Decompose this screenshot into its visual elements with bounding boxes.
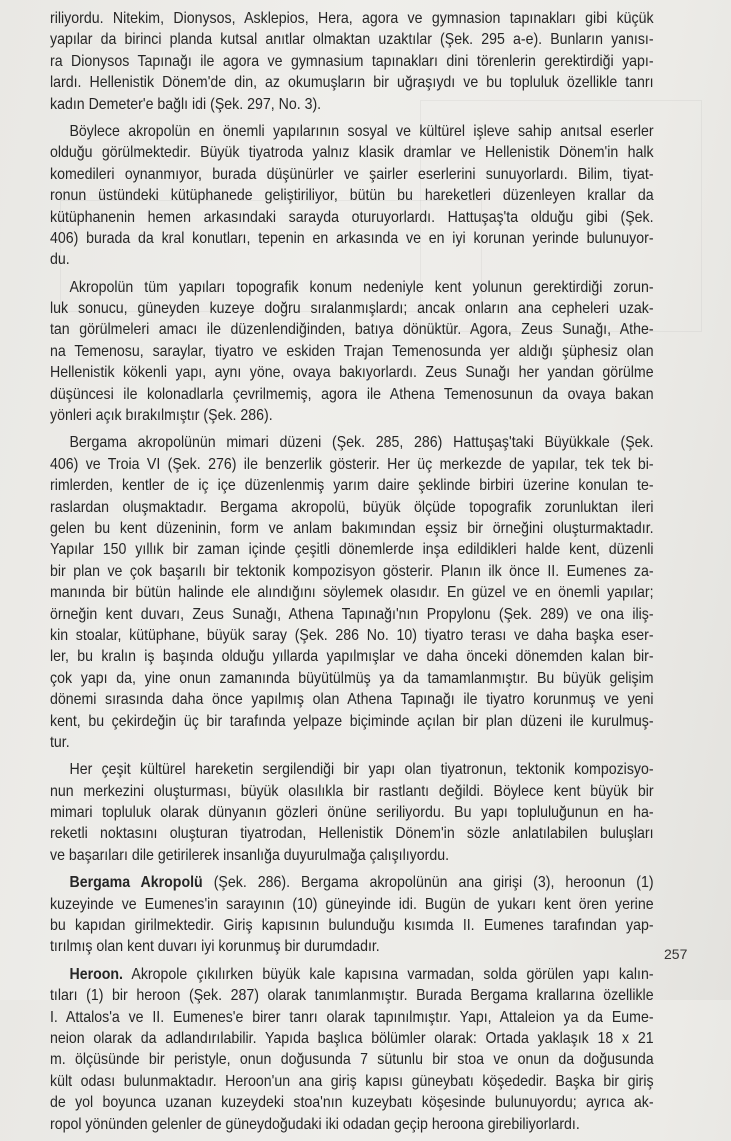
line-text: rimlerden, kentler de iç içe düzenlenmiş yarım daire şeklinde birbiri üzerine konulan te-	[50, 477, 654, 495]
line-text: ve başarıları dile getirilerek insanlığa duyurulmağa çalışılıyordu.	[50, 846, 450, 864]
paragraph	[50, 277, 654, 427]
text-line	[50, 759, 654, 780]
text-line	[50, 362, 654, 383]
text-line	[50, 298, 654, 319]
section-heading: Bergama Akropolü	[69, 874, 203, 892]
text-line	[50, 432, 654, 453]
line-text: Her çeşit kültürel hareketin sergilendiği bir yapı olan tiyatronun, tektonik kompozisyo-	[69, 761, 654, 779]
text-line	[50, 405, 654, 426]
line-text: Bergama akropolünün mimari düzeni (Şek. 285, 286) Hattuşaş'taki Büyükkale (Şek.	[69, 434, 654, 452]
text-line	[50, 341, 654, 362]
line-text: kadın Demeter'e bağlı idi (Şek. 297, No. 3).	[50, 95, 322, 113]
body-text	[50, 8, 654, 1141]
text-line	[50, 985, 654, 1006]
paragraph	[50, 432, 654, 753]
line-text: tıları (1) bir heroon (Şek. 287) olarak tanımlanmıştır. Burada Bergama krallarına özellikle	[50, 987, 654, 1005]
text-line	[50, 604, 654, 625]
line-text: ler, bu kralın iş başında olduğu yıllarda yapılmışlar ve daha önceki dönemden kalan bir-	[50, 648, 654, 666]
line-text: kin stoalar, kütüphane, büyük saray (Şek. 286 No. 10) tiyatro terası ve daha başka eser-	[50, 626, 654, 644]
line-text: çok yapı da, yine onun zamanında büyütülmüş ya da tamamlanmıştır. Bu büyük gelişim	[50, 669, 654, 687]
paragraph	[50, 8, 654, 115]
text-line	[50, 781, 654, 802]
text-line	[50, 964, 654, 985]
text-line	[50, 845, 654, 866]
line-text: ropol yönünden gelenler de güneydoğudaki iki odadan geçip heroona girebiliyorlardı.	[50, 1115, 580, 1133]
line-text: olduğu görülmektedir. Büyük tiyatroda yalnız klasik dramlar ve Hellenistik Dönem'in halk	[50, 144, 654, 162]
text-line	[50, 72, 654, 93]
line-text: örneğin kent duvarı, Zeus Sunağı, Athena Tapınağı'nın Propylonu (Şek. 289) ve ona iliş-	[50, 605, 654, 623]
line-text: bu kapıdan girilmektedir. Giriş kapısının bulunduğu kısımda II. Eumenes tarafından yap-	[50, 917, 654, 935]
text-line	[50, 1092, 654, 1113]
text-line	[50, 689, 654, 710]
line-text: Akropolün tüm yapıları topografik konum nedeniyle kent yolunun gerektirdiği zorun-	[69, 278, 654, 296]
text-line	[50, 1028, 654, 1049]
line-text: luk sonucu, güneyden kuzeye doğru sıralanmışlardı; ancak onların ana cepheleri uzak-	[50, 300, 654, 318]
line-text: nun merkezini oluşturması, büyük olasılıkla bir rastlantı değildi. Böylece kent büyük bir	[50, 782, 654, 800]
paragraph	[50, 759, 654, 866]
line-text: Yapılar 150 yıllık bir zaman içinde çeşitli dönemlerde inşa edildikleri halde kent, düzenli	[50, 541, 654, 559]
line-text: riliyordu. Nitekim, Dionysos, Asklepios, Hera, agora ve gymnasion tapınakları gibi küçük	[50, 10, 654, 27]
line-text: lardı. Hellenistik Dönem'de din, az okumuşların bir uğraşıydı ve bu topluluk özellikle tanrı	[50, 74, 654, 92]
text-line	[50, 8, 654, 29]
text-line	[50, 1049, 654, 1070]
paragraph	[50, 872, 654, 958]
text-line	[50, 894, 654, 915]
section-heading: Heroon.	[69, 965, 123, 983]
paragraph	[50, 121, 654, 271]
line-text: kült odası bulunmaktadır. Heroon'un ana giriş kapısı güneybatı köşededir. Başka bir giriş	[50, 1072, 654, 1090]
line-text: Akropole çıkılırken büyük kale kapısına varmadan, solda görülen yapı kalın-	[122, 965, 654, 983]
text-line	[50, 646, 654, 667]
line-text: de yol boyunca uzanan kuzeydeki stoa'nın kuzeybatı köşesinde bulunuyordu; ayrıca ak-	[50, 1094, 654, 1112]
text-line	[50, 29, 654, 50]
text-line	[50, 384, 654, 405]
text-line	[50, 1071, 654, 1092]
text-line	[50, 454, 654, 475]
text-line	[50, 185, 654, 206]
text-line	[50, 497, 654, 518]
text-line	[50, 518, 654, 539]
text-line	[50, 625, 654, 646]
line-text: tan görülmeleri amacı ile düzenlendiğinden, batıya dönüktür. Agora, Zeus Sunağı, Athe-	[50, 321, 654, 339]
text-line	[50, 164, 654, 185]
text-line	[50, 1007, 654, 1028]
line-text: na Temenosu, saraylar, tiyatro ve eskiden Trajan Temenosunda yer aldığı şüphesiz olan	[50, 342, 654, 360]
line-text: m. ölçüsünde bir peristyle, onun doğusunda 7 sütunlu bir stoa ve onun da doğusunda	[50, 1051, 654, 1069]
line-text: (Şek. 286). Bergama akropolünün ana girişi (3), heroonun (1)	[202, 874, 654, 892]
line-text: ronun üstündeki kütüphanede geliştiriliyor, bütün bu hareketleri düzenleyen krallar da	[50, 187, 654, 205]
line-text: yapılar da birinci planda kutsal anıtlar olmaktan uzaktılar (Şek. 295 a-e). Bunların yanısı-	[50, 31, 654, 49]
line-text: Böylece akropolün en önemli yapılarının sosyal ve kültürel işleve sahip anıtsal eserler	[69, 122, 654, 140]
text-line	[50, 561, 654, 582]
text-line	[50, 319, 654, 340]
text-line	[50, 228, 654, 249]
text-line	[50, 915, 654, 936]
text-line	[50, 142, 654, 163]
line-text: ra Dionysos Tapınağı ile agora ve gymnasium tapınakları dini törenlerin gerektirdiği yapı-	[50, 52, 654, 70]
page-number: 257	[664, 946, 688, 962]
line-text: neion olarak da adlandırılabilir. Yapıda başlıca bölümler olarak: Ortada yaklaşık 18 x 21	[50, 1029, 654, 1047]
line-text: gelen bu kent düzeninin, form ve anlam bakımından eşsiz bir örneğini oluşturmaktadır.	[50, 519, 654, 537]
line-text: kent, bu çekirdeğin üç bir tarafında yelpaze biçiminde açılan bir plan düzeni ile kurulmuş-	[50, 712, 654, 730]
text-line	[50, 94, 654, 115]
line-text: raslardan oluşmaktadır. Bergama akropolü, büyük ölçüde topografik zorunluktan ileri	[50, 498, 654, 516]
line-text: 406) ve Troia VI (Şek. 276) ile benzerlik gösterir. Her üç merkezde de yapılar, tek tek bi-	[50, 455, 654, 473]
text-line	[50, 732, 654, 753]
line-text: reketli noktasını oluşturan tiyatrodan, Hellenistik Dönem'in sözle anlatılabilen buluşları	[50, 825, 654, 843]
text-line	[50, 668, 654, 689]
text-line	[50, 51, 654, 72]
text-line	[50, 121, 654, 142]
line-text: dönemi sırasında daha önce yapılmış olan Athena Tapınağı ile tiyatro korunmuş ve yeni	[50, 691, 654, 709]
text-line	[50, 802, 654, 823]
line-text: yönleri açık bırakılmıştır (Şek. 286).	[50, 407, 273, 425]
text-line	[50, 823, 654, 844]
text-line	[50, 582, 654, 603]
line-text: tırılmış olan kent duvarı iyi korunmuş bir durumdadır.	[50, 938, 380, 956]
line-text: manında bir bütün halinde ele alındığını söylemek olasıdır. En güzel ve en önemli yapılar;	[50, 584, 654, 602]
text-line	[50, 872, 654, 893]
text-line	[50, 207, 654, 228]
text-line	[50, 936, 654, 957]
line-text: tur.	[50, 733, 70, 751]
text-line	[50, 249, 654, 270]
line-text: düşüncesi ile kolonadlarla çevrilmemiş, agora ile Athena Temenosunun da ovaya bakan	[50, 385, 654, 403]
line-text: 406) burada da kral konutları, tepenin en arkasında ve en iyi korunan yerinde bulunuyor-	[50, 229, 654, 247]
line-text: bir plan ve çok başarılı bir tektonik kompozisyon gösterir. Planın ilk önce II. Eumenes za-	[50, 562, 654, 580]
text-line	[50, 277, 654, 298]
line-text: kütüphanenin hemen arkasındaki sarayda oturuyorlardı. Hattuşaş'ta olduğu gibi (Şek.	[50, 208, 654, 226]
text-line	[50, 475, 654, 496]
text-line	[50, 711, 654, 732]
line-text: I. Attalos'a ve II. Eumenes'e birer tanrı olarak tapınılmıştır. Yapı, Attaleion ya da Eume-	[50, 1008, 654, 1026]
text-line	[50, 539, 654, 560]
line-text: du.	[50, 251, 70, 269]
line-text: komedileri oynanmıyor, burada düşünürler ve şairler eserlerini sunuyorlardı. Bilim, tiyat-	[50, 165, 654, 183]
text-line	[50, 1114, 654, 1135]
line-text: kuzeyinde ve Eumenes'in sarayının (10) güneyinde idi. Bugün de yukarı kent ören yerine	[50, 895, 654, 913]
line-text: Hellenistik kökenli yapı, aynı yöne, ovaya bakıyorlardı. Zeus Sunağı her yandan görülme	[50, 364, 654, 382]
line-text: mimari topluluk olarak dünyanın gözleri önüne seriliyordu. Bu yapı topluluğunun en ha-	[50, 804, 654, 822]
paragraph	[50, 964, 654, 1135]
